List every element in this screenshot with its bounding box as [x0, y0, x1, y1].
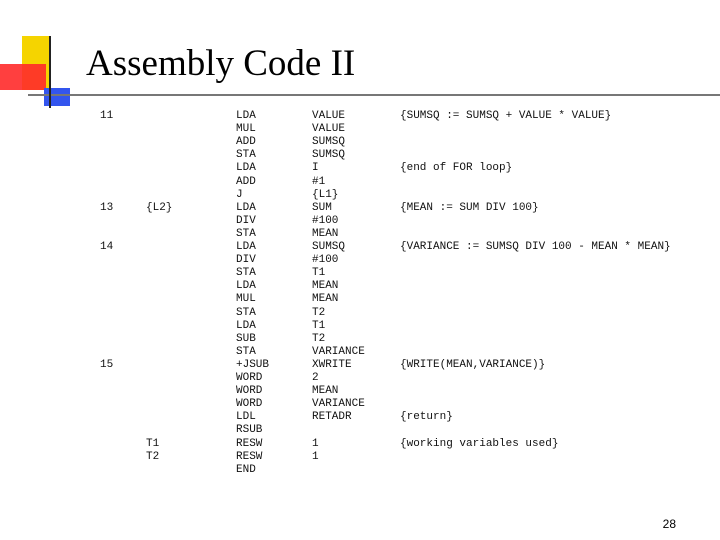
code-line	[0, 280, 720, 293]
line-number: 11	[100, 110, 114, 122]
code-line	[0, 189, 720, 202]
code-line	[0, 398, 720, 411]
operand: MEAN	[312, 227, 339, 240]
line-number: 15	[100, 358, 114, 371]
opcode: STA	[236, 267, 256, 280]
code-line	[0, 464, 720, 477]
slide-title: Assembly Code II	[86, 43, 356, 84]
opcode: RESW	[236, 437, 263, 450]
comment: {MEAN := SUM DIV 100}	[400, 201, 539, 214]
opcode: WORD	[236, 385, 263, 398]
operand: T1	[312, 319, 326, 332]
operand: T1	[312, 267, 326, 280]
code-line	[0, 372, 720, 385]
operand: T2	[312, 306, 326, 319]
comment: {WRITE(MEAN,VARIANCE)}	[400, 358, 546, 371]
code-line	[0, 241, 720, 254]
code-line	[0, 136, 720, 149]
code-line	[0, 215, 720, 228]
opcode: MUL	[236, 123, 256, 136]
opcode: LDL	[236, 411, 256, 424]
operand: VALUE	[312, 110, 346, 122]
opcode: STA	[236, 227, 256, 240]
code-line	[0, 385, 720, 398]
operand: #100	[312, 214, 339, 227]
code-line	[0, 228, 720, 241]
operand: SUM	[312, 201, 332, 214]
opcode: LDA	[236, 241, 256, 253]
opcode: MUL	[236, 293, 256, 306]
comment: {VARIANCE := SUMSQ DIV 100 - MEAN * MEAN}	[400, 241, 671, 253]
operand: SUMSQ	[312, 149, 346, 162]
opcode: SUB	[236, 332, 256, 345]
code-line	[0, 307, 720, 320]
code-line	[0, 162, 720, 175]
operand: SUMSQ	[312, 241, 346, 253]
opcode: +JSUB	[236, 358, 270, 371]
opcode: WORD	[236, 372, 263, 384]
operand: I	[312, 162, 319, 175]
label: {L2}	[146, 201, 173, 214]
opcode: LDA	[236, 110, 256, 122]
operand: 2	[312, 372, 319, 384]
opcode: WORD	[236, 398, 263, 411]
page-number: 28	[662, 517, 676, 531]
operand: VALUE	[312, 123, 346, 136]
code-line	[0, 254, 720, 267]
code-line	[0, 110, 720, 123]
code-line	[0, 411, 720, 424]
opcode: RSUB	[236, 424, 263, 437]
opcode: RESW	[236, 450, 263, 463]
code-line	[0, 424, 720, 437]
operand: #1	[312, 175, 326, 188]
code-line	[0, 359, 720, 372]
comment: {SUMSQ := SUMSQ + VALUE * VALUE}	[400, 110, 612, 122]
code-line	[0, 202, 720, 215]
code-line	[0, 320, 720, 333]
opcode: LDA	[236, 319, 256, 332]
comment: {return}	[400, 411, 453, 424]
code-line	[0, 176, 720, 189]
opcode: J	[236, 188, 243, 201]
operand: XWRITE	[312, 358, 352, 371]
operand: VARIANCE	[312, 398, 365, 411]
decor-blue-square	[44, 88, 70, 106]
code-line	[0, 438, 720, 451]
code-line	[0, 267, 720, 280]
decor-red-square	[0, 64, 46, 90]
operand: 1	[312, 437, 319, 450]
operand: MEAN	[312, 280, 339, 293]
label: T2	[146, 450, 160, 463]
opcode: DIV	[236, 214, 256, 227]
opcode: STA	[236, 306, 256, 319]
opcode: STA	[236, 345, 256, 358]
operand: #100	[312, 254, 339, 267]
comment: {working variables used}	[400, 437, 559, 450]
code-listing	[0, 110, 720, 482]
code-line	[0, 149, 720, 162]
opcode: LDA	[236, 162, 256, 175]
opcode: ADD	[236, 175, 256, 188]
opcode: LDA	[236, 280, 256, 293]
comment: {end of FOR loop}	[400, 162, 513, 175]
operand: SUMSQ	[312, 136, 346, 149]
opcode: END	[236, 463, 256, 476]
operand: 1	[312, 450, 319, 463]
opcode: DIV	[236, 254, 256, 267]
operand: MEAN	[312, 293, 339, 306]
code-line	[0, 346, 720, 359]
line-number: 14	[100, 241, 114, 253]
title-underline	[28, 94, 720, 96]
code-line	[0, 123, 720, 136]
code-line	[0, 293, 720, 306]
label: T1	[146, 437, 160, 450]
operand: VARIANCE	[312, 345, 365, 358]
code-line	[0, 333, 720, 346]
decor-vertical-line	[49, 36, 51, 108]
opcode: STA	[236, 149, 256, 162]
operand: T2	[312, 332, 326, 345]
operand: {L1}	[312, 188, 339, 201]
operand: RETADR	[312, 411, 352, 424]
opcode: LDA	[236, 201, 256, 214]
code-line	[0, 451, 720, 464]
line-number: 13	[100, 201, 114, 214]
operand: MEAN	[312, 385, 339, 398]
opcode: ADD	[236, 136, 256, 149]
